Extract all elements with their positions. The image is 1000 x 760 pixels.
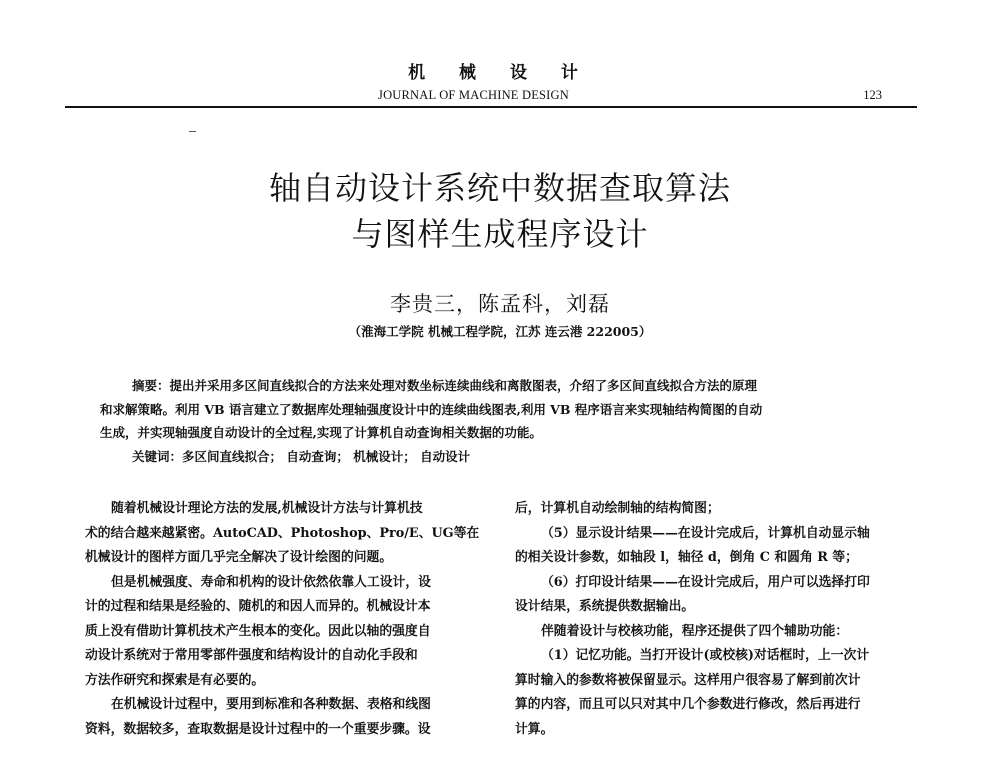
text-line: 但是机械强度、寿命和机构的设计依然依靠人工设计，设 — [111, 574, 431, 590]
text-line: 动设计系统对于常用零部件强度和结构设计的自动化手段和 — [85, 648, 418, 663]
journal-title-cn: 机 械 设 计 — [408, 63, 592, 83]
text-line: 在机械设计过程中，要用到标准和各种数据、表格和线图 — [111, 697, 431, 712]
text-line: 计算。 — [515, 721, 554, 737]
body-column-left — [85, 497, 485, 742]
keywords-line — [100, 445, 900, 469]
affiliation: （淮海工学院 机械工程学院，江苏 连云港 222005） — [348, 324, 652, 339]
text-line: 资料，数据较多，查取数据是设计过程中的一个重要步骤。设 — [85, 721, 431, 737]
journal-title-en: JOURNAL OF MACHINE DESIGN — [378, 88, 569, 102]
abstract-line-2: 和求解策略。利用 VB 语言建立了数据库处理轴强度设计中的连续曲线图表,利用 VB 程序语言来实现轴结构简图的自动 — [100, 401, 763, 417]
text-line: 算时输入的参数将被保留显示。这样用户很容易了解到前次计 — [515, 672, 861, 688]
paragraph — [85, 693, 485, 742]
paragraph — [85, 497, 485, 571]
text-line: 算的内容，而且可以只对其中几个参数进行修改，然后再进行 — [515, 697, 861, 712]
text-line: 机械设计的图样方面几乎完全解决了设计绘图的问题。 — [85, 550, 393, 565]
abstract-line-3: 生成，并实现轴强度自动设计的全过程,实现了计算机自动查询相关数据的功能。 — [100, 425, 542, 440]
body-column-right — [515, 497, 915, 742]
page-number: 123 — [863, 88, 882, 102]
header-rule — [65, 106, 917, 108]
authors: 李贵三，陈孟科，刘磊 — [390, 292, 610, 316]
abstract-line-1 — [100, 374, 900, 398]
text-line: 的相关设计参数，如轴段 l，轴径 d，倒角 C 和圆角 R 等； — [515, 550, 858, 565]
text-line: 术的结合越来越紧密。AutoCAD、Photoshop、Pro/E、UG等在 — [85, 525, 480, 541]
title-line-1: 轴自动设计系统中数据查取算法 — [268, 169, 731, 207]
text-line: （1）记忆功能。当打开设计(或校核)对话框时，上一次计 — [541, 648, 870, 663]
text-line: 计的过程和结果是经验的、随机的和因人而异的。机械设计本 — [85, 599, 431, 614]
text-line: 设计结果，系统提供数据输出。 — [515, 599, 695, 614]
abstract-text-1: 提出并采用多区间直线拟合的方法来处理对数坐标连续曲线和离散图表，介绍了多区间直线拟合方法的原理 — [169, 378, 758, 393]
scan-speck — [189, 131, 196, 132]
text-line: （6）打印设计结果——在设计完成后，用户可以选择打印 — [541, 574, 870, 590]
keywords-label: 关键词： — [132, 448, 183, 464]
text-line: 伴随着设计与校核功能，程序还提供了四个辅助功能： — [541, 623, 849, 639]
paper-title — [0, 165, 1000, 257]
text-line: 随着机械设计理论方法的发展,机械设计方法与计算机技 — [111, 501, 423, 516]
text-line: （5）显示设计结果——在设计完成后，计算机自动显示轴 — [541, 525, 870, 541]
text-line: 质上没有借助计算机技术产生根本的变化。因此以轴的强度自 — [85, 623, 431, 639]
abstract-label: 摘要： — [132, 378, 170, 393]
keywords: 多区间直线拟合； 自动查询； 机械设计； 自动设计 — [182, 448, 471, 464]
text-line: 方法作研究和探索是有必要的。 — [85, 672, 265, 688]
text-line: 后，计算机自动绘制轴的结构简图； — [515, 501, 720, 516]
abstract — [100, 374, 900, 468]
paragraph — [85, 571, 485, 694]
title-line-2: 与图样生成程序设计 — [351, 215, 649, 253]
